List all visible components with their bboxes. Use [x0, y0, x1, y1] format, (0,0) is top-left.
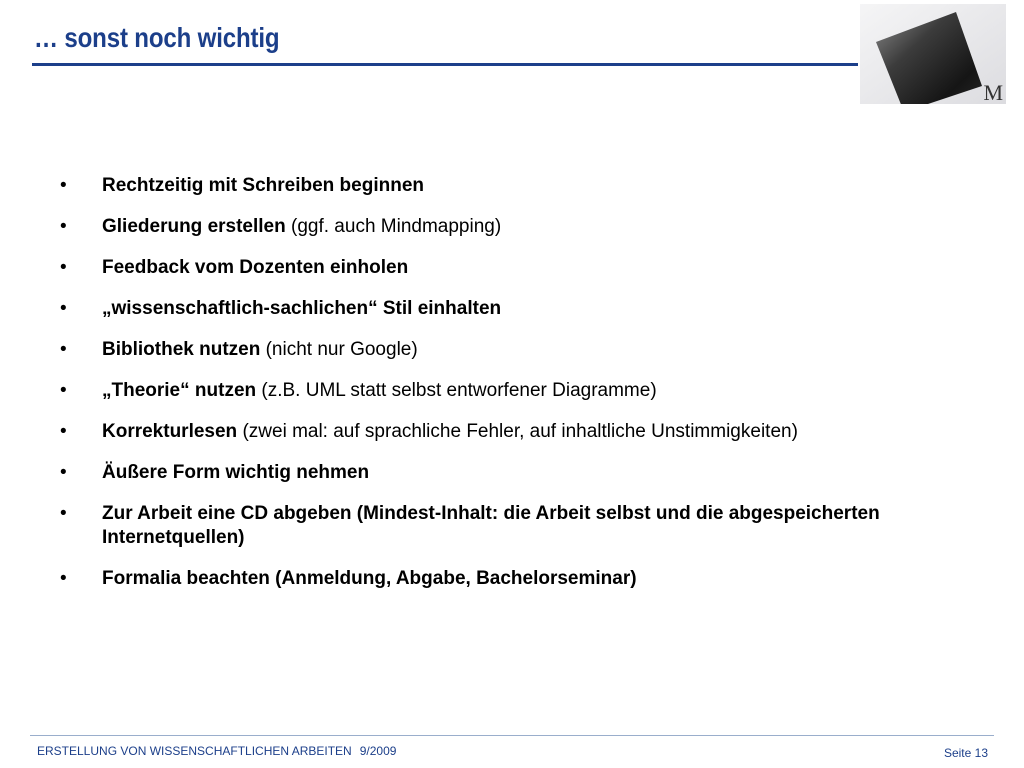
bullet-dot: • — [60, 421, 67, 442]
list-item — [60, 379, 980, 403]
list-item — [60, 256, 980, 280]
list-item — [60, 174, 980, 198]
item-emphasis: „wissenschaftlich-sachlichen“ Stil einhalten — [102, 298, 502, 319]
item-detail: (zwei mal: auf sprachliche Fehler, auf inhaltliche Unstimmigkeiten) — [237, 421, 798, 442]
list-item — [60, 215, 980, 239]
bullet-dot: • — [60, 568, 67, 589]
item-emphasis: Bibliothek nutzen — [102, 339, 261, 360]
list-item — [60, 567, 980, 591]
list-item — [60, 338, 980, 362]
footer-date: 9/2009 — [359, 744, 397, 758]
bullet-dot: • — [60, 339, 67, 360]
logo — [860, 4, 1006, 104]
item-emphasis: Korrekturlesen — [102, 421, 238, 442]
bullet-dot: • — [60, 257, 67, 278]
bullet-dot: • — [60, 216, 67, 237]
item-detail: (nicht nur Google) — [260, 339, 418, 360]
item-emphasis: Formalia beachten (Anmeldung, Abgabe, Bachelorseminar) — [102, 568, 637, 589]
bullet-dot: • — [60, 503, 67, 524]
footer-course-info — [37, 744, 396, 758]
item-emphasis: Äußere Form wichtig nehmen — [102, 462, 370, 483]
item-detail: (z.B. UML statt selbst entworfener Diagramme) — [256, 380, 657, 401]
item-emphasis: Gliederung erstellen — [102, 216, 286, 237]
logo-letter: M — [983, 80, 1003, 104]
bullet-list — [60, 174, 980, 608]
list-item — [60, 502, 980, 550]
bullet-dot: • — [60, 298, 67, 319]
list-item — [60, 297, 980, 321]
footer-course-title: ERSTELLUNG VON WISSENSCHAFTLICHEN ARBEITEN — [37, 744, 352, 758]
item-detail: (ggf. auch Mindmapping) — [285, 216, 502, 237]
item-emphasis: Zur Arbeit eine CD abgeben (Mindest-Inhalt: die Arbeit selbst und die abgespeicherten Internetquellen) — [102, 503, 880, 548]
bullet-dot: • — [60, 175, 67, 196]
list-item — [60, 461, 980, 485]
footer-divider — [30, 735, 994, 736]
item-emphasis: „Theorie“ nutzen — [102, 380, 257, 401]
item-emphasis: Rechtzeitig mit Schreiben beginnen — [102, 175, 424, 196]
page-number: Seite 13 — [943, 746, 988, 760]
bullet-dot: • — [60, 462, 67, 483]
title-underline — [32, 63, 858, 66]
slide-title: … sonst noch wichtig — [34, 22, 280, 53]
list-item — [60, 420, 980, 444]
bullet-dot: • — [60, 380, 67, 401]
item-emphasis: Feedback vom Dozenten einholen — [102, 257, 409, 278]
